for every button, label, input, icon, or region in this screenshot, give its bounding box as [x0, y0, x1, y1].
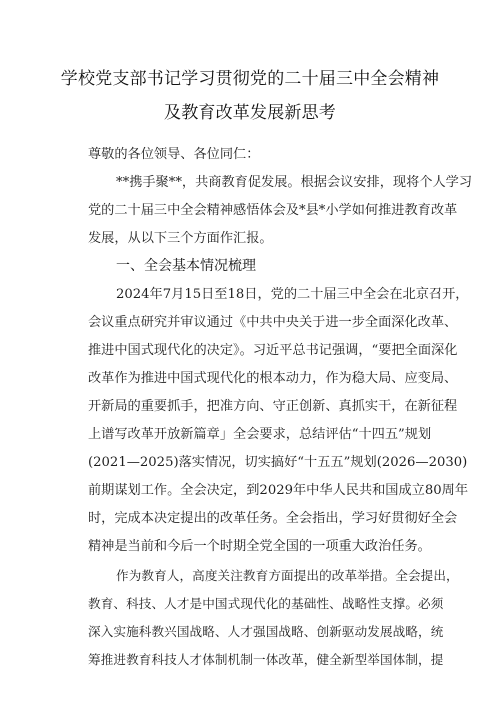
section-heading: 一、全会基本情况梳理 [116, 258, 256, 274]
paragraph-line: 时，完成本决定提出的改革任务。全会指出，学习好贯彻好全会 [88, 511, 458, 526]
paragraph-line: 精神是当前和今后一个时期全党全国的一项重大政治任务。 [88, 539, 431, 554]
paragraph-line: 会议重点研究并审议通过《中共中央关于进一步全面深化改革、 [88, 315, 458, 330]
paragraph-line: 推进中国式现代化的决定》。习近平总书记强调，“要把全面深化 [88, 343, 458, 358]
salutation: 尊敬的各位领导、各位同仁： [88, 147, 260, 162]
document-title-line-1: 学校党支部书记学习贯彻党的二十届三中全会精神 [60, 69, 440, 89]
document-title-line-2: 及教育改革发展新思考 [164, 103, 336, 123]
paragraph-line: (2021—2025)落实情况，切实搞好“十五五”规划(2026—2030) [88, 455, 468, 470]
intro-line: 党的二十届三中全会精神感悟体会及*县*小学如何推进教育改革 [88, 203, 458, 218]
paragraph-line: 深入实施科教兴国战略、人才强国战略、创新驱动发展战略，统 [88, 624, 444, 639]
paragraph-line: 上谱写改革开放新篇章」全会要求，总结评估“十四五”规划 [88, 427, 432, 442]
paragraph-line: 教育、科技、人才是中国式现代化的基础性、战略性支撑。必须 [88, 596, 444, 611]
paragraph-line: 2024年7月15日至18日，党的二十届三中全会在北京召开， [116, 287, 469, 302]
paragraph-line: 改革作为推进中国式现代化的根本动力，作为稳大局、应变局、 [88, 371, 458, 386]
paragraph-line: 前期谋划工作。全会决定，到2029年中华人民共和国成立80周年 [88, 483, 469, 498]
paragraph-line: 作为教育人，高度关注教育方面提出的改革举措。全会提出， [116, 568, 459, 583]
intro-line: **携手聚**，共商教育促发展。根据会议安排，现将个人学习 [116, 175, 473, 190]
intro-line: 发展，从以下三个方面作汇报。 [88, 231, 273, 246]
paragraph-line: 筹推进教育科技人才体制机制一体改革，健全新型举国体制，提 [88, 652, 444, 667]
paragraph-line: 开新局的重要抓手，把准方向、守正创新、真抓实干，在新征程 [88, 399, 458, 414]
